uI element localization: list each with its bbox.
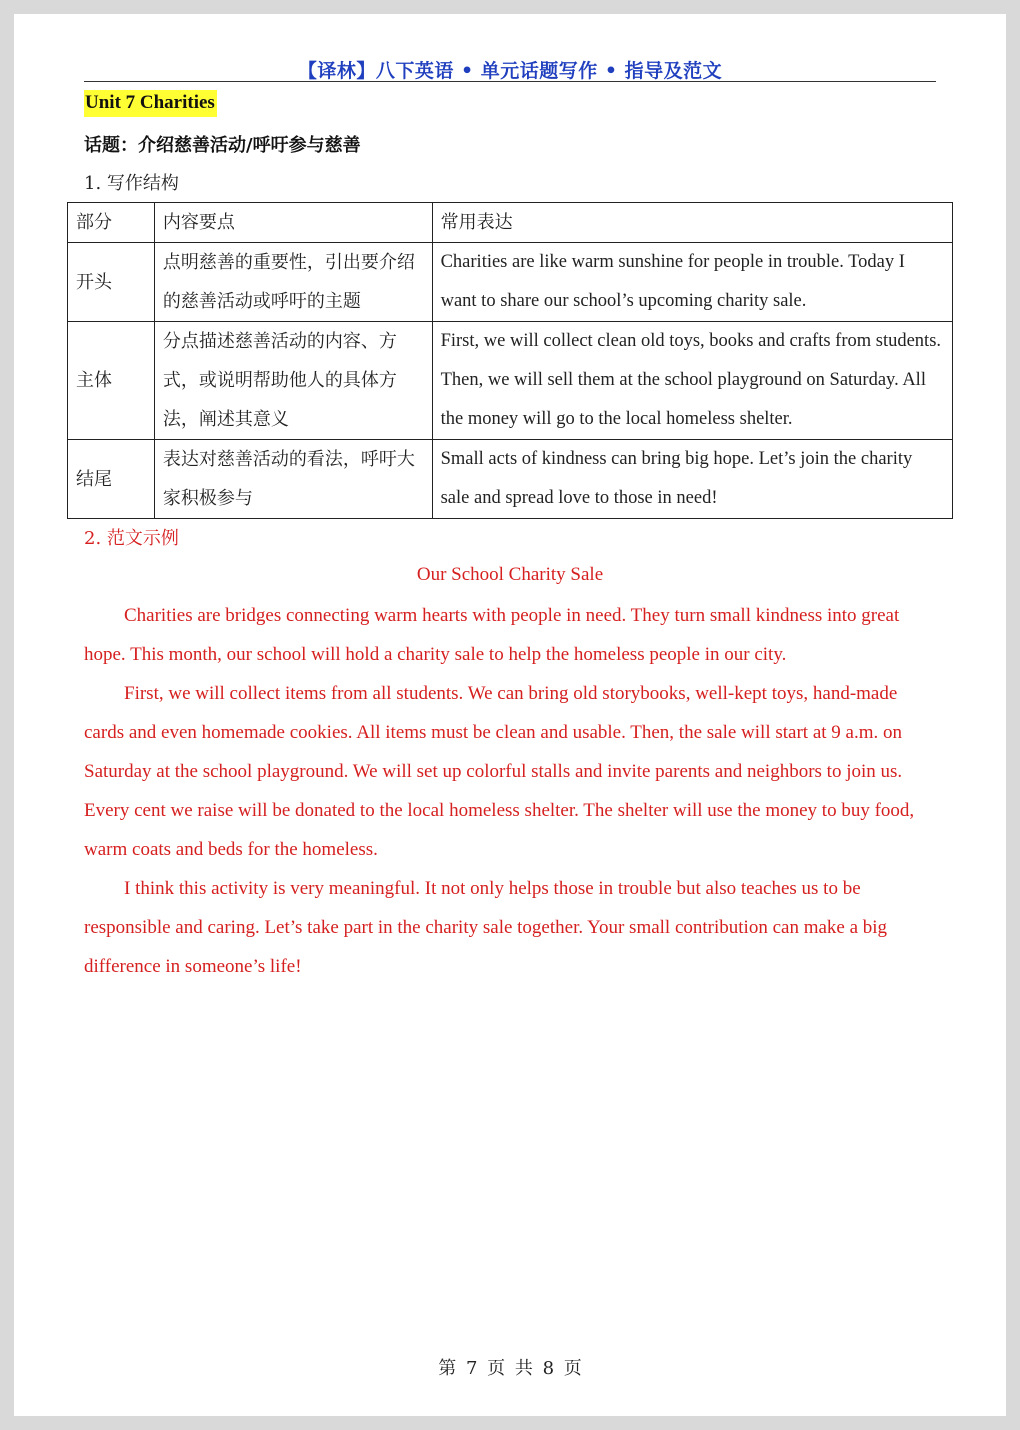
document-header-title: 【译林】八下英语 • 单元话题写作 • 指导及范文 [297, 60, 723, 82]
table-header-row [68, 203, 953, 243]
table-row [68, 322, 953, 440]
essay-title: Our School Charity Sale [416, 564, 604, 585]
topic-line: 话题：介绍慈善活动/呼吁参与慈善 [84, 135, 361, 156]
table-header-part: 部分 [68, 203, 155, 243]
table-cell-part: 主体 [68, 322, 155, 440]
section-2-heading: 2. 范文示例 [84, 528, 179, 549]
table-cell-points: 点明慈善的重要性，引出要介绍的慈善活动或呼吁的主题 [154, 243, 432, 322]
table-cell-expression: Charities are like warm sunshine for people in trouble. Today I want to share our school’s upcoming charity sale. [432, 243, 952, 322]
table-cell-expression: First, we will collect clean old toys, books and crafts from students. Then, we will sell them at the school playground on Saturday. All the money will go to the local homeless shelter. [432, 322, 952, 440]
table-header-expressions: 常用表达 [432, 203, 952, 243]
table-cell-expression: Small acts of kindness can bring big hope. Let’s join the charity sale and spread love to those in need! [432, 440, 952, 519]
unit-title: Unit 7 Charities [84, 90, 217, 117]
document-page [14, 14, 1006, 1416]
header-divider [84, 81, 936, 82]
essay-body [84, 596, 934, 986]
essay-paragraph: Charities are bridges connecting warm hearts with people in need. They turn small kindness into great hope. This month, our school will hold a charity sale to help the homeless people in our city. [84, 605, 900, 665]
table-cell-points: 分点描述慈善活动的内容、方式，或说明帮助他人的具体方法，阐述其意义 [154, 322, 432, 440]
section-1-heading: 1. 写作结构 [84, 173, 179, 194]
table-row [68, 243, 953, 322]
writing-structure-table [67, 202, 953, 519]
page-number-footer: 第 7 页 共 8 页 [438, 1358, 582, 1379]
table-cell-part: 开头 [68, 243, 155, 322]
table-cell-part: 结尾 [68, 440, 155, 519]
table-header-points: 内容要点 [154, 203, 432, 243]
essay-paragraph: First, we will collect items from all students. We can bring old storybooks, well-kept toys, hand-made cards and even homemade cookies. All items must be clean and usable. Then, the sale will start at 9 a.m. on Saturday at the school playground. We will set up colorful stalls and invite parents and neighbors to join us. Every cent we raise will be donated to the local homeless shelter. The shelter will use the money to buy food, warm coats and beds for the homeless. [84, 683, 915, 860]
table-row [68, 440, 953, 519]
essay-paragraph: I think this activity is very meaningful. It not only helps those in trouble but also teaches us to be responsible and caring. Let’s take part in the charity sale together. Your small contribution can make a big difference in someone’s life! [84, 878, 888, 977]
table-cell-points: 表达对慈善活动的看法，呼吁大家积极参与 [154, 440, 432, 519]
